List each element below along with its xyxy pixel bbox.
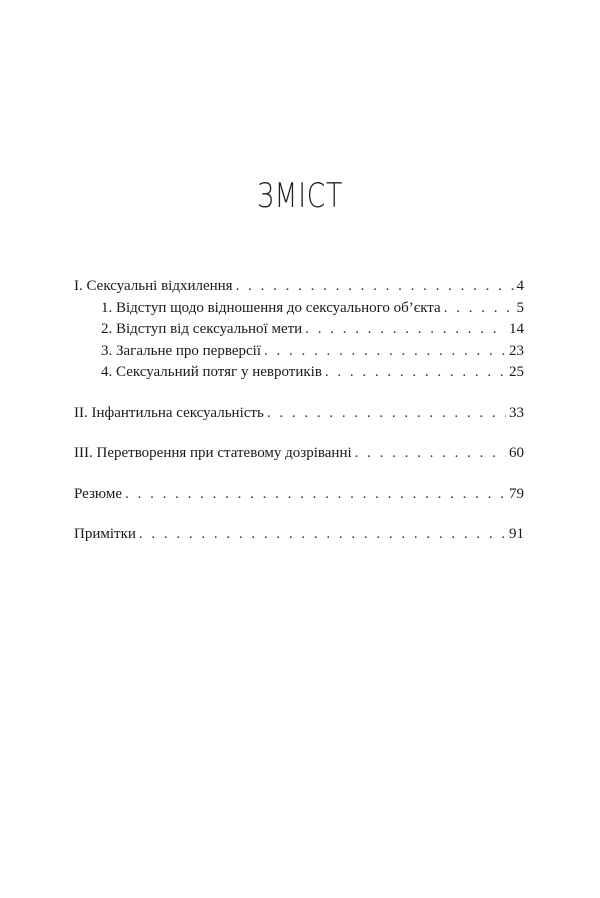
toc-entry-page: 14 (509, 321, 524, 337)
toc-entry-section-1-2 (74, 319, 524, 341)
toc-leader-dots (236, 276, 514, 298)
toc-entry-page: 60 (509, 445, 524, 461)
toc-entry-page: 4 (516, 278, 524, 294)
toc-entry-chapter-3 (74, 443, 524, 465)
toc-leader-dots (355, 443, 506, 465)
toc-entry-chapter-1 (74, 276, 524, 298)
toc-entry-label: 3. Загальне про перверсії (101, 342, 261, 359)
page-title: ЗМІСТ (256, 176, 344, 216)
toc-leader-dots (264, 341, 506, 363)
toc-entry-summary (74, 484, 524, 506)
toc-entry-section-1-1 (74, 298, 524, 320)
toc-entry-page: 79 (509, 485, 524, 502)
toc-entry-section-1-3 (74, 341, 524, 363)
table-of-contents (74, 276, 524, 546)
toc-entry-label: 4. Сексуальний потяг у невротиків (101, 364, 322, 380)
toc-entry-label: Примітки (74, 526, 136, 542)
toc-entry-chapter-2 (74, 403, 524, 425)
toc-entry-page: 23 (509, 342, 524, 359)
toc-leader-dots (444, 298, 514, 320)
toc-entry-label: 2. Відступ від сексуальної мети (101, 321, 303, 337)
toc-entry-label: 1. Відступ щодо відношення до сексуального об’єкта (101, 299, 441, 316)
toc-entry-label: Резюме (74, 485, 123, 502)
toc-entry-label: III. Перетворення при статевому дозріванні (74, 445, 352, 461)
toc-entry-label: I. Сексуальні відхилення (74, 278, 233, 294)
toc-entry-section-1-4 (74, 362, 524, 384)
toc-entry-page: 91 (509, 526, 524, 542)
toc-entry-label: II. Інфантильна сексуальність (74, 404, 264, 421)
toc-leader-dots (325, 362, 506, 384)
toc-leader-dots (267, 403, 506, 425)
toc-leader-dots (125, 484, 506, 506)
toc-entry-page: 5 (516, 299, 524, 316)
toc-entry-notes (74, 524, 524, 546)
toc-entry-page: 33 (509, 404, 524, 421)
toc-leader-dots (139, 524, 506, 546)
toc-leader-dots (305, 319, 506, 341)
toc-entry-page: 25 (509, 364, 524, 380)
